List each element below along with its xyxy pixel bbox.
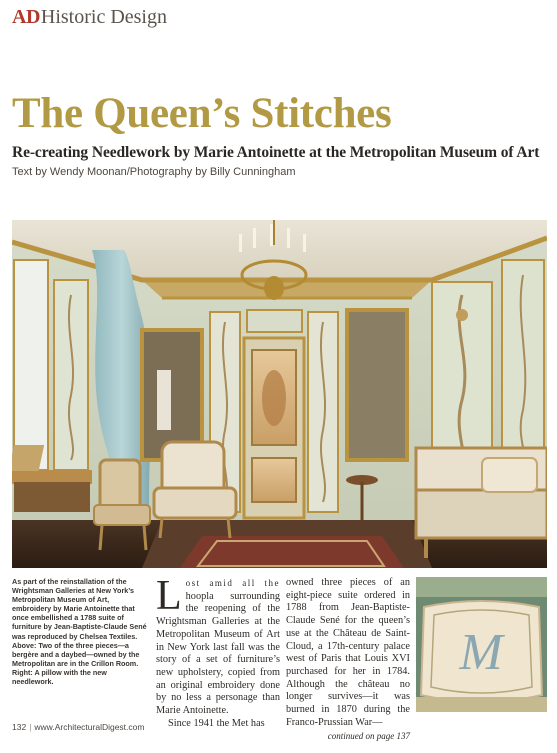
drop-cap: L xyxy=(156,573,182,619)
footer-url: www.ArchitecturalDigest.com xyxy=(34,722,145,732)
brand-logo: AD xyxy=(12,6,40,28)
photo-caption: As part of the reinstallation of the Wrightsman Galleries at New York’s Metropolitan Museum of Art, embroidery by Marie Antoinette that once embellished a 1788 suite of furniture by Jean-Baptiste-Claude Sené was reproduced by Chelsea Textiles. Above: Two of the three pieces—a bergère and a daybed—owned by the Metropolitan are in the Crillon Room. Right: A pillow with the new needlework. xyxy=(12,577,147,687)
pillow-monogram: M xyxy=(459,624,503,681)
article-credits: Text by Wendy Moonan/Photography by Billy Cunningham xyxy=(12,166,296,178)
lead-in: ost amid all the xyxy=(185,578,280,588)
section-header xyxy=(12,6,167,32)
article-column-2 xyxy=(286,577,410,743)
article-title: The Queen’s Stitches xyxy=(12,90,392,137)
column-1-paragraph-2: Since 1941 the Met has xyxy=(168,717,265,729)
article-subtitle: Re-creating Needlework by Marie Antoinette at the Metropolitan Museum of Art xyxy=(12,144,540,161)
continued-note: continued on page 137 xyxy=(327,731,410,742)
pillow-photo xyxy=(416,577,547,712)
page-number: 132 xyxy=(12,722,27,732)
section-name: Historic Design xyxy=(40,6,167,28)
page-footer: 132 | www.ArchitecturalDigest.com xyxy=(12,722,145,732)
room-photo xyxy=(12,220,547,568)
column-1-text: hoopla surrounding the reopening of the Wrightsman Galleries at the Metropolitan Museum of Art in New York last fall was the story of a set of furniture’s new upholstery, copied from an original embroidery done by no less a personage than Marie Antoinette. xyxy=(156,590,280,717)
column-2-text: owned three pieces of an eight-piece suite ordered in 1788 from Jean-Baptiste-Claude Sené for the queen’s use at the Château de Saint-Cloud, a 17th-century palace west of Paris that Louis XVI purchased for her in 1784. Although the château no longer survives—it was burned in 1870 during the Franco-Prussian War— xyxy=(286,577,410,728)
article-column-1 xyxy=(156,573,280,730)
